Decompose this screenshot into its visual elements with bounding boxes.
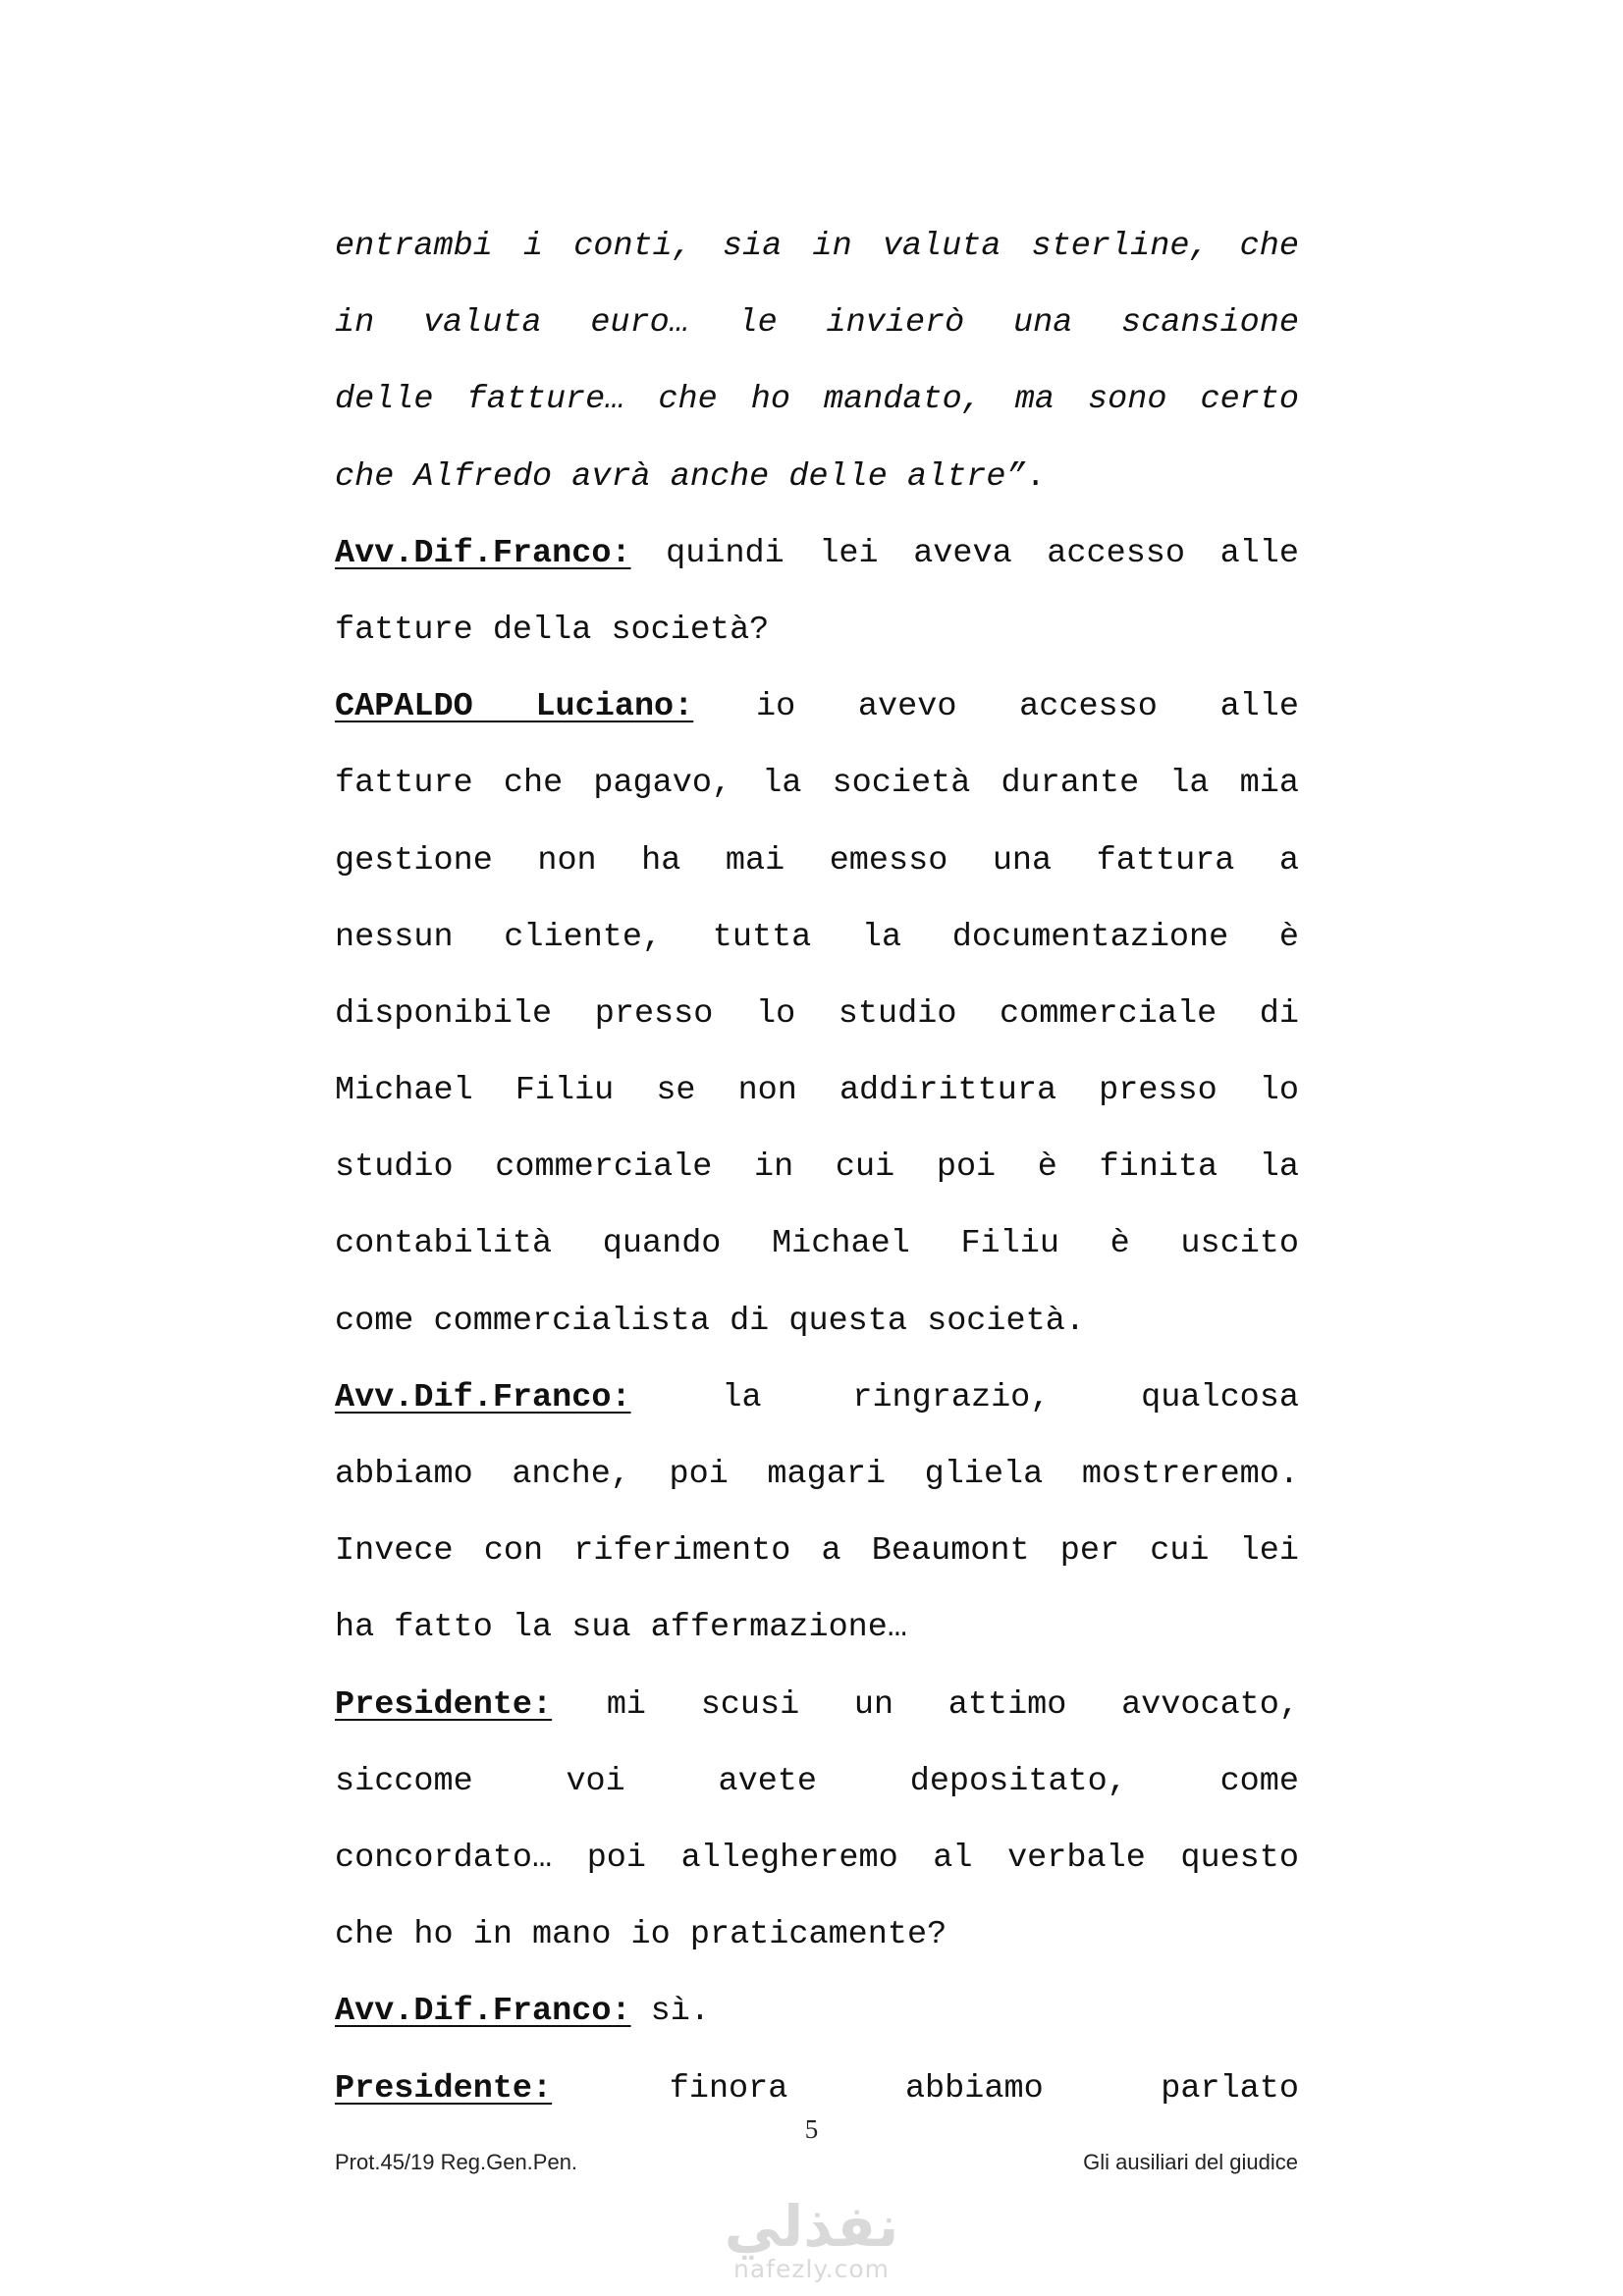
quoted-text: entrambi i conti, sia in valuta sterline, che [335,228,1299,265]
quoted-text: delle fatture… che ho mandato, ma sono certo [335,381,1299,419]
quoted-text: in valuta euro… le invierò una scansione [335,304,1299,343]
line-text: nessun cliente, tutta la documentazione è [335,918,1299,956]
transcript-line [335,1208,1299,1285]
transcript-line [335,748,1299,825]
transcript-line [335,1362,1299,1439]
footer-title: Gli ausiliari del giudice [1083,2150,1298,2174]
speaker-label: Presidente: [335,1685,553,1724]
transcript-line [335,1516,1299,1592]
line-text: quindi lei aveva accesso alle [630,534,1299,572]
speaker-label: CAPALDO Luciano: [335,688,694,726]
line-text: siccome voi avete depositato, come [335,1762,1299,1800]
transcript-line [335,211,1299,288]
footer-protocol: Prot.45/19 Reg.Gen.Pen. [335,2150,578,2174]
transcript-line [335,1286,1299,1362]
transcript-line [335,518,1299,595]
transcript-line [335,364,1299,441]
transcript-line [335,1746,1299,1823]
line-text: studio commerciale in cui poi è finita la [335,1148,1299,1187]
line-text: Michael Filiu se non addirittura presso lo [335,1072,1299,1110]
transcript-line [335,1976,1299,2053]
speaker-label: Presidente: [335,2069,553,2108]
transcript-line [335,1823,1299,1899]
transcript-line [335,1899,1299,1976]
line-text: Invece con riferimento a Beaumont per cui lei [335,1532,1299,1571]
watermark-logo-text: نفذلي [724,2193,899,2260]
transcript-body [335,211,1299,2130]
speaker-label: Avv.Dif.Franco: [335,534,631,572]
line-text: mi scusi un attimo avvocato, [552,1685,1299,1724]
transcript-line [335,902,1299,979]
transcript-line [335,1439,1299,1516]
transcript-line [335,826,1299,902]
line-text: fatture che pagavo, la società durante la mia [335,765,1299,803]
transcript-line [335,671,1299,748]
watermark [0,2193,1623,2283]
transcript-line [335,979,1299,1055]
line-text: concordato… poi allegheremo al verbale questo [335,1839,1299,1877]
line-text: disponibile presso lo studio commerciale di [335,994,1299,1033]
page-number: 5 [804,2114,819,2144]
line-text: io avevo accesso alle [693,688,1299,726]
transcript-line [335,595,1299,671]
transcript-line [335,288,1299,364]
speaker-label: Avv.Dif.Franco: [335,1378,631,1416]
line-text: . [1025,457,1046,496]
quoted-text: che Alfredo avrà anche delle altre” [335,457,1026,496]
line-text: abbiamo anche, poi magari gliela mostreremo. [335,1456,1299,1493]
line-text: fatture della società? [335,611,770,649]
line-text: che ho in mano io praticamente? [335,1916,947,1954]
watermark-domain: nafezly.com [733,2255,890,2283]
transcript-line [335,442,1299,518]
line-text: finora abbiamo parlato [552,2069,1299,2108]
line-text: come commercialista di questa società. [335,1302,1085,1340]
line-text: ha fatto la sua affermazione… [335,1609,907,1647]
transcript-line [335,1592,1299,1669]
transcript-line [335,1132,1299,1208]
line-text: gestione non ha mai emesso una fattura a [335,841,1299,880]
line-text: contabilità quando Michael Filiu è uscito [335,1225,1299,1263]
line-text: sì. [630,1993,710,2031]
line-text: la ringrazio, qualcosa [630,1378,1299,1416]
transcript-line [335,1670,1299,1746]
transcript-line [335,1055,1299,1132]
speaker-label: Avv.Dif.Franco: [335,1993,631,2031]
